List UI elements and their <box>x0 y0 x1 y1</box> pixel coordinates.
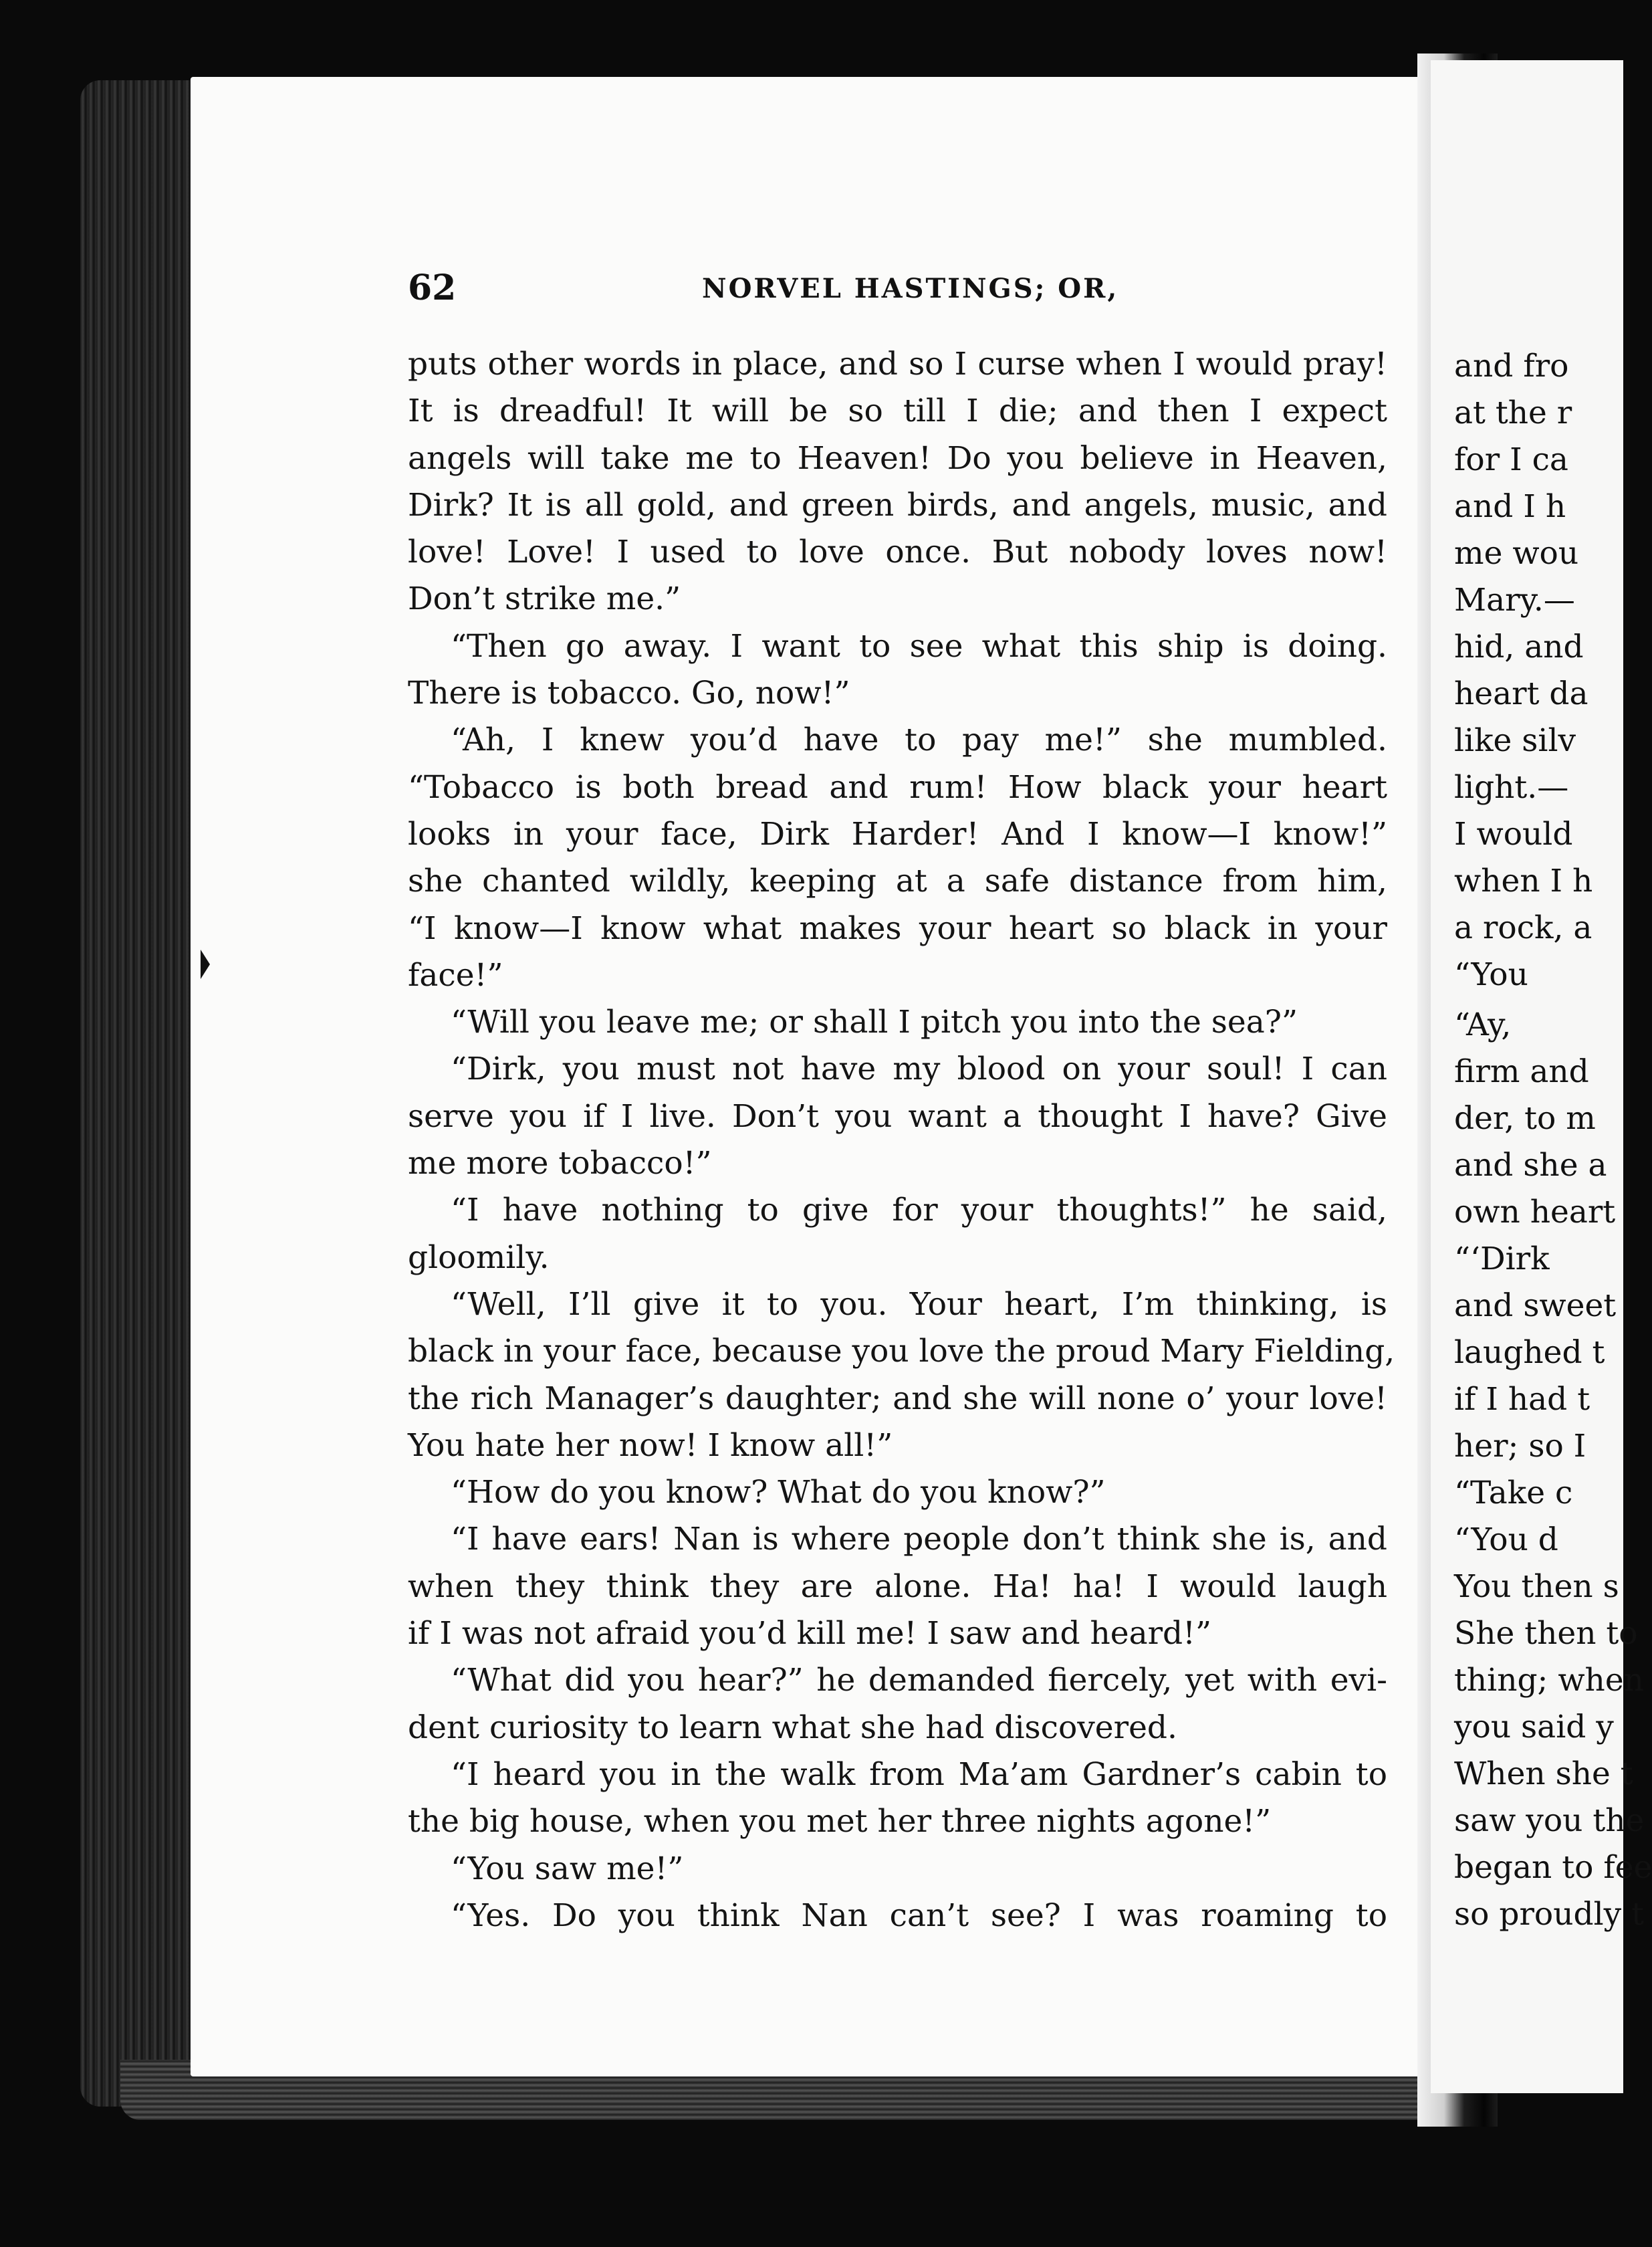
text-line: puts other words in place, and so I curse when I would pray! <box>408 346 1387 383</box>
text-line: looks in your face, Dirk Harder! And I know—I know!” <box>408 815 1387 853</box>
right-page-line: I would <box>1454 816 1573 853</box>
text-line: gloomily. <box>408 1239 550 1276</box>
right-page-line: She then to <box>1454 1615 1638 1652</box>
text-line: she chanted wildly, keeping at a safe distance from him, <box>408 863 1387 900</box>
right-page-line: firm and <box>1454 1053 1589 1090</box>
text-line: “Then go away. I want to see what this ship is doing. <box>451 627 1387 665</box>
text-line: me more tobacco!” <box>408 1145 712 1182</box>
right-page-line: saw you the <box>1454 1802 1645 1839</box>
right-page-line: and I h <box>1454 488 1566 525</box>
right-page-line: a rock, a <box>1454 909 1592 946</box>
right-page-line: “‘Dirk <box>1454 1241 1550 1277</box>
text-line: black in your face, because you love the proud Mary Fielding, <box>408 1333 1395 1370</box>
text-line: dent curiosity to learn what she had discovered. <box>408 1709 1177 1746</box>
right-page-line: “You d <box>1454 1521 1558 1558</box>
right-page-line: if I had t <box>1454 1381 1590 1418</box>
text-line: face!” <box>408 956 503 994</box>
right-page-line: her; so I <box>1454 1428 1586 1465</box>
text-line: “I heard you in the walk from Ma’am Gardner’s cabin to <box>451 1755 1387 1793</box>
right-page-line: You then s <box>1454 1568 1619 1605</box>
text-line: “Tobacco is both bread and rum! How black your heart <box>408 768 1387 806</box>
right-page-line: thing; when <box>1454 1662 1644 1699</box>
text-line: “I have nothing to give for your thoughts!” he said, <box>451 1192 1387 1229</box>
text-line: “Will you leave me; or shall I pitch you into the sea?” <box>451 1004 1298 1041</box>
text-line: “Yes. Do you think Nan can’t see? I was roaming to <box>451 1897 1387 1934</box>
text-line: There is tobacco. Go, now!” <box>408 675 850 712</box>
right-page-line: and fro <box>1454 348 1569 385</box>
right-page-line: own heart <box>1454 1194 1616 1230</box>
text-line: “Ah, I knew you’d have to pay me!” she mumbled. <box>451 722 1387 759</box>
text-line: “Well, I’ll give it to you. Your heart, I’m thinking, is <box>451 1285 1387 1323</box>
right-page-line: “Take c <box>1454 1475 1573 1511</box>
right-page-line: you said y <box>1454 1709 1614 1745</box>
text-line: Don’t strike me.” <box>408 580 681 618</box>
right-page-line: der, to m <box>1454 1100 1596 1137</box>
text-line: when they think they are alone. Ha! ha! I would laugh <box>408 1568 1387 1605</box>
right-page-line: “You <box>1454 956 1528 993</box>
right-page-line: laughed t <box>1454 1334 1605 1371</box>
text-line: “Dirk, you must not have my blood on your soul! I can <box>451 1051 1387 1088</box>
text-line: “I have ears! Nan is where people don’t think she is, and <box>451 1521 1387 1558</box>
right-page-line: for I ca <box>1454 441 1568 478</box>
text-line: the rich Manager’s daughter; and she will none o’ your love! <box>408 1380 1387 1417</box>
right-page-line: me wou <box>1454 535 1579 572</box>
text-line: “What did you hear?” he demanded fiercely, yet with evi- <box>451 1662 1387 1699</box>
right-page-line: like silv <box>1454 722 1576 759</box>
body-text <box>408 341 1395 1939</box>
text-line: serve you if I live. Don’t you want a thought I have? Give <box>408 1097 1387 1135</box>
text-line: angels will take me to Heaven! Do you believe in Heaven, <box>408 439 1387 477</box>
text-line: “You saw me!” <box>451 1850 684 1887</box>
text-line: You hate her now! I know all!” <box>408 1426 893 1464</box>
text-line: “How do you know? What do you know?” <box>451 1474 1106 1511</box>
running-head <box>408 268 1387 314</box>
text-line: Dirk? It is all gold, and green birds, and angels, music, and <box>408 486 1387 524</box>
right-page-line: at the r <box>1454 395 1572 431</box>
right-page-line: and she a <box>1454 1147 1607 1184</box>
right-page-line: and sweet <box>1454 1287 1617 1324</box>
page-number: 62 <box>408 268 457 308</box>
running-title: NORVEL HASTINGS; OR, <box>702 273 1119 304</box>
right-page <box>1431 60 1652 2093</box>
text-line: “I know—I know what makes your heart so black in your <box>408 909 1387 947</box>
right-page-line: when I h <box>1454 863 1593 899</box>
right-page-line: heart da <box>1454 675 1588 712</box>
right-page-line: began to fee <box>1454 1849 1652 1886</box>
text-line: love! Love! I used to love once. But nobody loves now! <box>408 534 1387 571</box>
right-page-line: When she t <box>1454 1755 1633 1792</box>
right-page-line: Mary.— <box>1454 582 1575 619</box>
text-line: if I was not afraid you’d kill me! I saw and heard!” <box>408 1615 1212 1652</box>
text-line: It is dreadful! It will be so till I die; and then I expect <box>408 393 1387 430</box>
right-page-line: light.— <box>1454 769 1569 806</box>
right-page-line: hid, and <box>1454 629 1584 665</box>
text-line: the big house, when you met her three nights agone!” <box>408 1803 1272 1840</box>
right-page-line: “Ay, <box>1454 1006 1512 1043</box>
right-page-line: so proudly t <box>1454 1896 1644 1933</box>
